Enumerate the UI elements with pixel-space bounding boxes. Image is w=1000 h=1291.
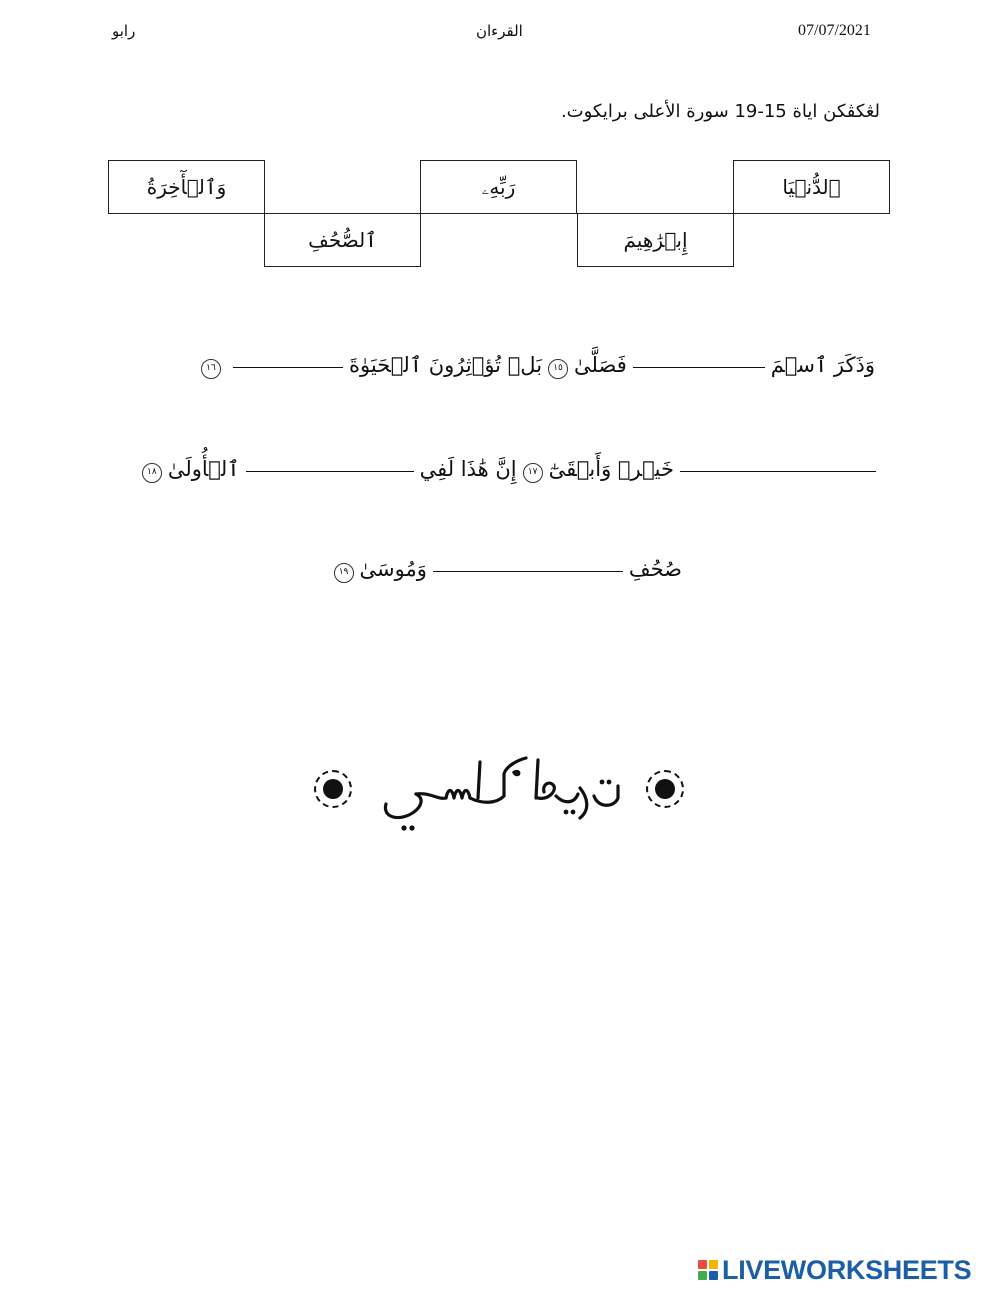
verse-line-2 [136, 452, 882, 486]
word-bank-item[interactable]: إِبۡرَٰهِيمَ [577, 213, 734, 267]
word-bank-item[interactable]: ٱلصُّحُفِ [264, 213, 421, 267]
ayah-number-marker: ١٩ [334, 563, 354, 583]
brand-squares-icon [698, 1260, 718, 1280]
brand-name: LIVEWORKSHEETS [722, 1254, 972, 1285]
instruction-text: لڠكڤكن اياة 15-19 سورة الأعلى برايكوت. [560, 101, 880, 122]
header-class: رابو [112, 22, 136, 40]
answer-blank-2[interactable] [233, 366, 343, 368]
word-bank-item[interactable]: ٱلدُّنۡيَا [733, 160, 890, 214]
ayah-number-marker: ١٨ [142, 463, 162, 483]
verse-text: وَذَكَرَ ٱسۡمَ [770, 353, 875, 377]
verse-text: وَمُوسَىٰ [359, 557, 427, 581]
answer-blank-5[interactable] [433, 570, 623, 572]
ayah-number-marker: ١٧ [523, 463, 543, 483]
verse-text: إِنَّ هَٰذَا لَفِي [419, 457, 517, 481]
verse-line-1 [195, 348, 875, 382]
verse-text: بَلۡ تُؤۡثِرُونَ ٱلۡحَيَوٰةَ [349, 353, 543, 377]
ornament-dot-icon [646, 770, 684, 808]
answer-blank-3[interactable] [680, 470, 876, 472]
verse-text: ٱلۡأُولَىٰ [167, 457, 240, 481]
signature-drawing [312, 748, 688, 838]
word-bank-item[interactable]: رَبِّهِۦ [420, 160, 577, 214]
verse-text: فَصَلَّىٰ [574, 353, 627, 377]
ayah-number-marker: ١٥ [548, 359, 568, 379]
header-subject: القرءان [476, 22, 523, 40]
ayah-number-marker: ١٦ [201, 359, 221, 379]
verse-line-3 [328, 552, 682, 586]
answer-blank-1[interactable] [633, 366, 765, 368]
liveworksheets-logo [698, 1256, 971, 1284]
verse-text: صُحُفِ [628, 557, 682, 581]
verse-text: خَيۡرٞ وَأَبۡقَىٰٓ [548, 457, 674, 481]
signature [312, 748, 688, 838]
header-date: 07/07/2021 [798, 22, 871, 39]
answer-blank-4[interactable] [246, 470, 414, 472]
word-bank-item[interactable]: وَٱلۡأٓخِرَةُ [108, 160, 265, 214]
